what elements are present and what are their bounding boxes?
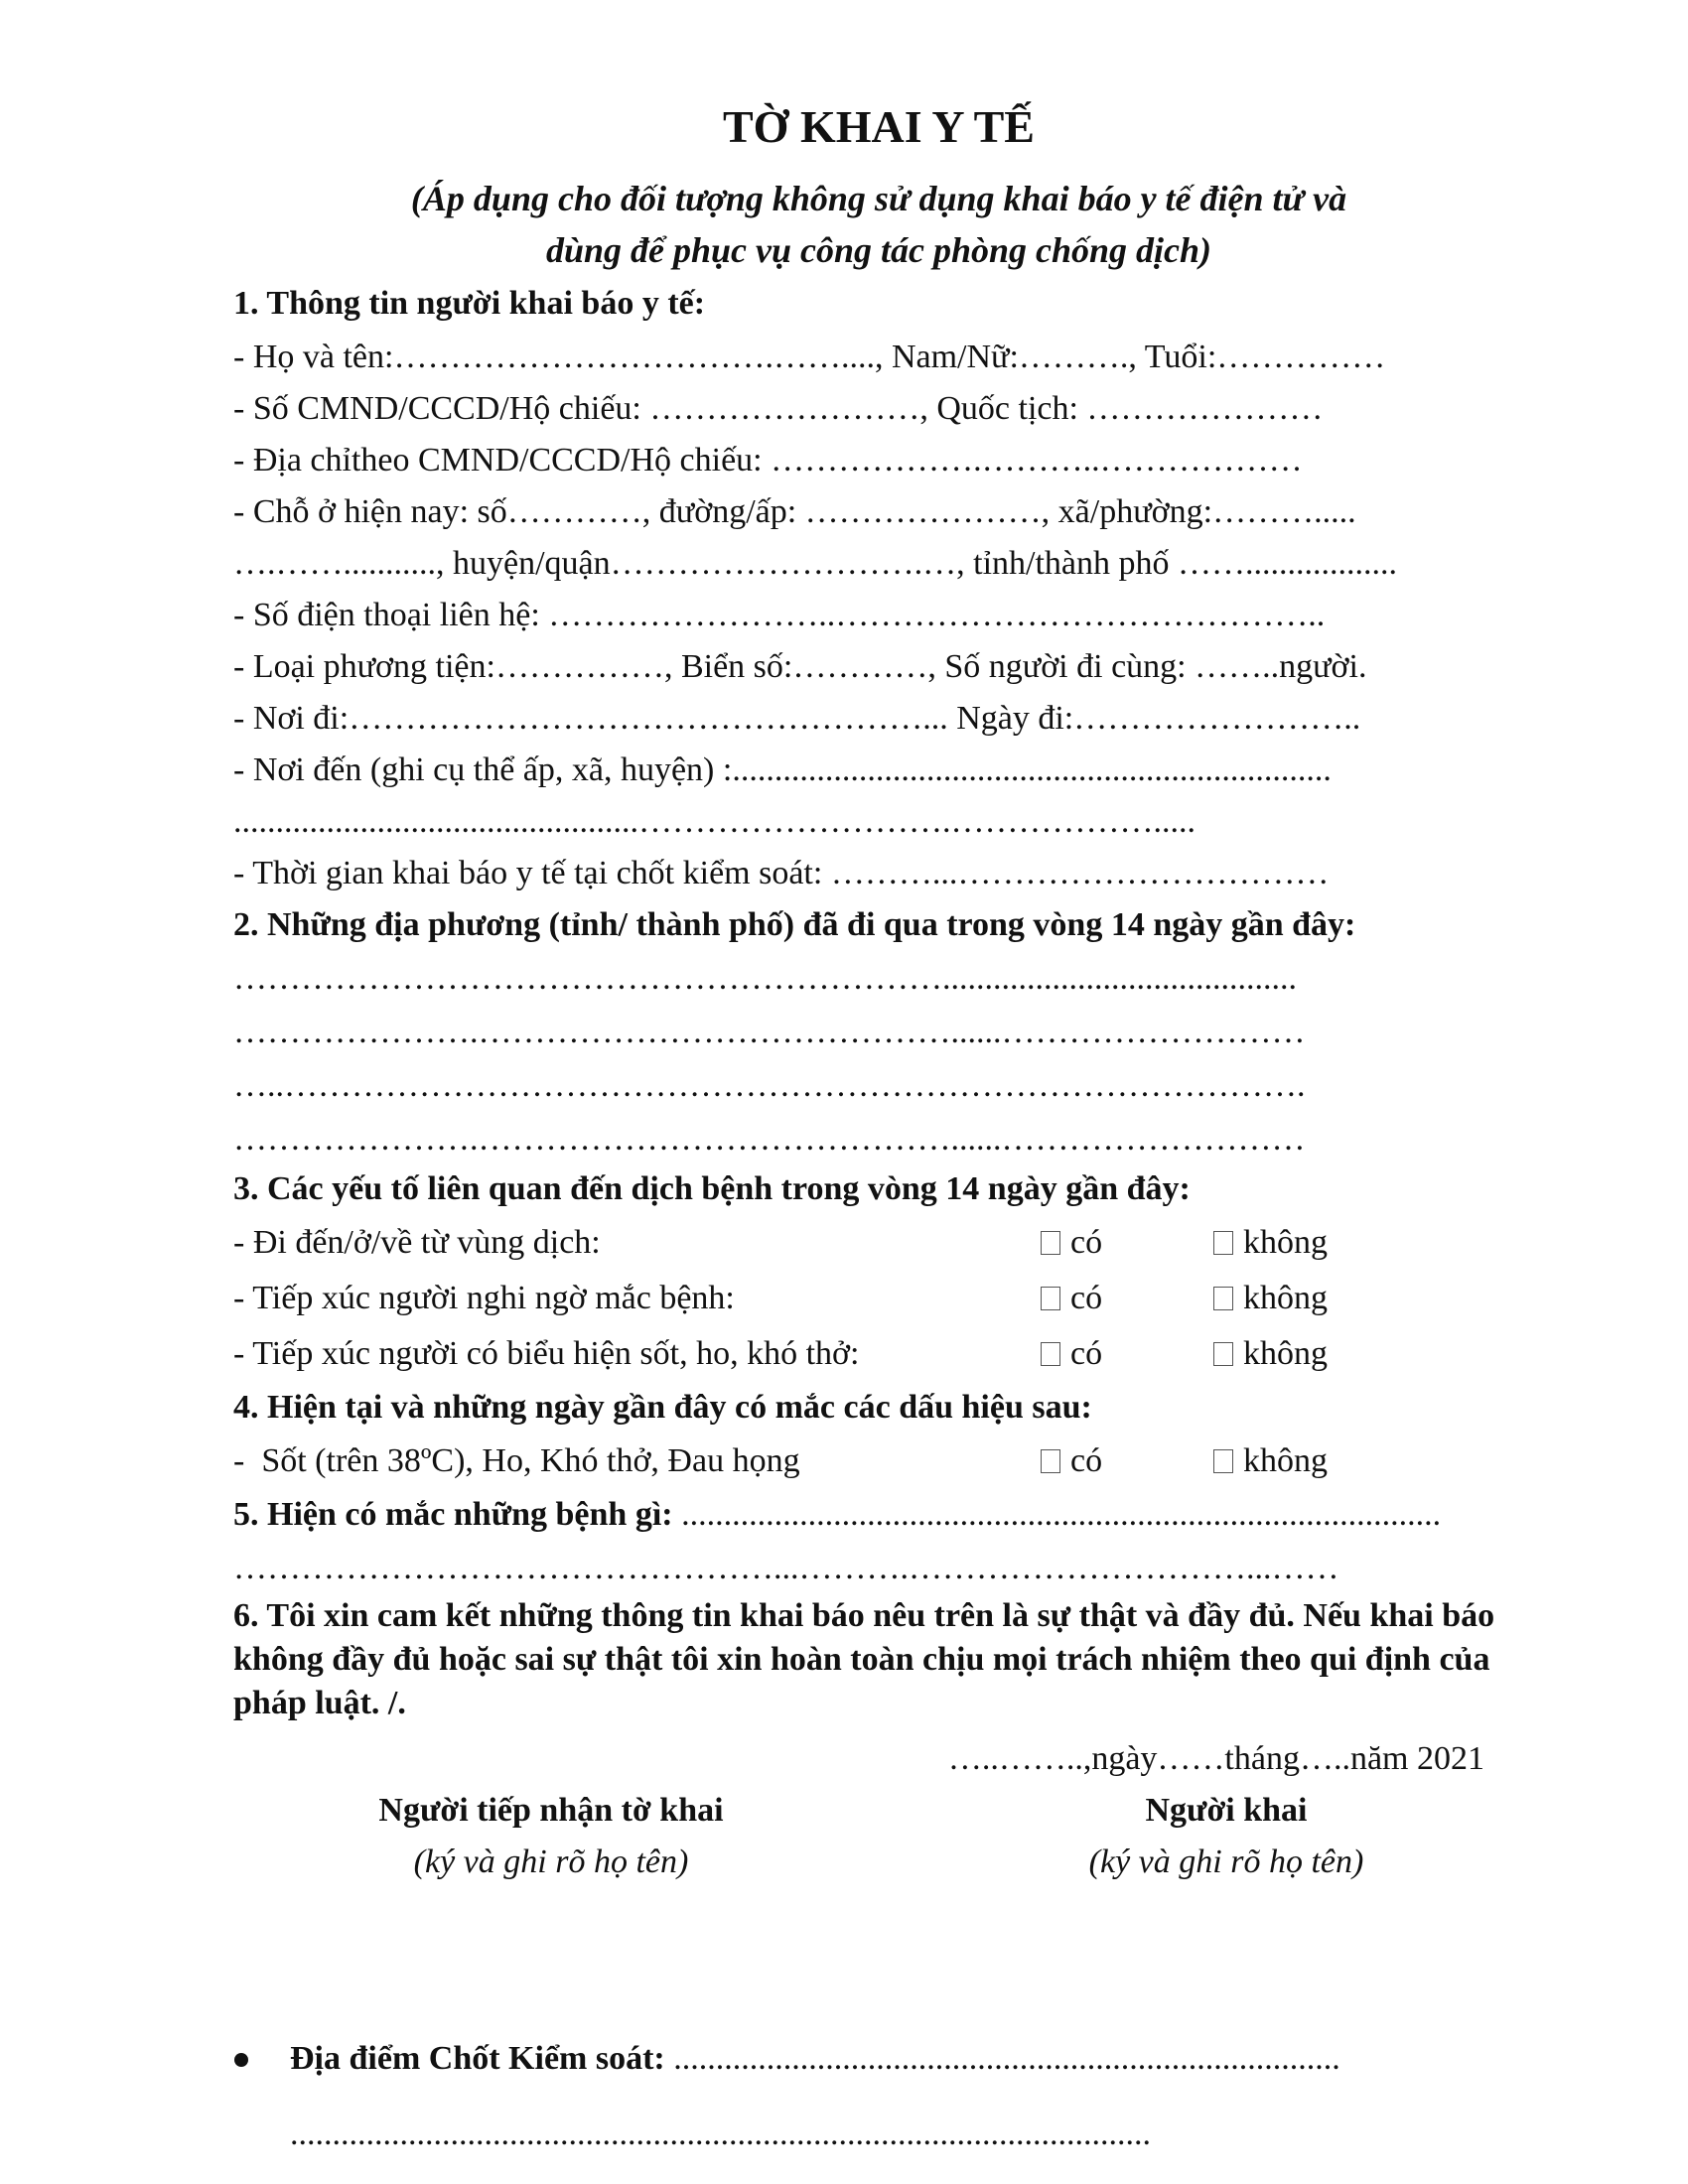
- section5-heading: 5. Hiện có mắc những bệnh gì:: [233, 1496, 673, 1533]
- field-destination[interactable]: - Nơi đến (ghi cụ thể ấp, xã, huyện) :.......................................................................: [233, 751, 1332, 788]
- section2-heading: 2. Những địa phương (tỉnh/ thành phố) đã đi qua trong vòng 14 ngày gần đây:: [233, 906, 1356, 943]
- checkpoint-row: [290, 2039, 1521, 2079]
- risk-item-yes-checkbox[interactable]: có: [1041, 1223, 1102, 1263]
- section5-dots[interactable]: ..........................................................................................: [672, 1496, 1442, 1533]
- places-line[interactable]: ………………….……………………………………......………………………: [233, 1014, 1306, 1050]
- receiver-title: Người tiếp nhận tờ khai: [378, 1792, 724, 1829]
- checkbox-icon: [1041, 1449, 1060, 1473]
- risk-item-yes-checkbox[interactable]: có: [1041, 1279, 1102, 1318]
- symptom-label: - Sốt (trên 38ºC), Ho, Khó thở, Đau họng: [233, 1442, 800, 1479]
- risk-item-label: - Tiếp xúc người nghi ngờ mắc bệnh:: [233, 1280, 735, 1316]
- field-district-province[interactable]: ….……..........., huyện/quận……………………….…, tỉnh/thành phố ……..................: [233, 545, 1398, 582]
- form-subtitle-line1: (Áp dụng cho đối tượng không sử dụng khai báo y tế điện tử và: [410, 179, 1347, 218]
- checkbox-icon: [1041, 1342, 1060, 1366]
- field-vehicle[interactable]: - Loại phương tiện:……………, Biển số:…………, Số người đi cùng: ……..người.: [233, 648, 1367, 685]
- risk-item-no-checkbox[interactable]: không: [1213, 1223, 1328, 1263]
- places-line[interactable]: ………………………………………………………..........................................: [233, 960, 1297, 997]
- section4-heading: 4. Hiện tại và những ngày gần đây có mắc các dấu hiệu sau:: [233, 1389, 1092, 1426]
- bullet-icon: [234, 2053, 248, 2067]
- symptom-no-checkbox[interactable]: không: [1213, 1441, 1328, 1481]
- field-departure[interactable]: - Nơi đi:……………………………………………... Ngày đi:……………………..: [233, 700, 1361, 737]
- checkpoint-line2[interactable]: ......................................................................................................: [290, 2116, 1151, 2152]
- field-declaration-time[interactable]: - Thời gian khai báo y tế tại chốt kiểm soát: ………...……………………………: [233, 855, 1330, 891]
- risk-item-no-checkbox[interactable]: không: [1213, 1334, 1328, 1374]
- field-full-name[interactable]: - Họ và tên:…………………………….……...., Nam/Nữ:………., Tuổi:……………: [233, 339, 1386, 375]
- field-phone[interactable]: - Số điện thoại liên hệ: ……………………..……………………………………..: [233, 597, 1326, 633]
- field-destination-cont[interactable]: ................................................……………………….……………….....: [233, 803, 1196, 840]
- checkbox-icon: [1213, 1287, 1233, 1310]
- symptom-yes-checkbox[interactable]: có: [1041, 1441, 1102, 1481]
- field-current-address[interactable]: - Chỗ ở hiện nay: số…………, đường/ấp: …………………, xã/phường:……….....: [233, 493, 1356, 530]
- section3-heading: 3. Các yếu tố liên quan đến dịch bệnh trong vòng 14 ngày gần đây:: [233, 1170, 1191, 1207]
- places-line[interactable]: ………………….……………………………………......………………………: [233, 1121, 1306, 1158]
- risk-item-no-checkbox[interactable]: không: [1213, 1279, 1328, 1318]
- places-line[interactable]: …..……………………………………………………………………………….: [233, 1067, 1306, 1104]
- declarant-note: (ký và ghi rõ họ tên): [1088, 1843, 1364, 1880]
- form-subtitle-line2: dùng để phục vụ công tác phòng chống dịch): [545, 230, 1212, 270]
- date-line[interactable]: …..……..,ngày……tháng…..năm 2021: [947, 1740, 1484, 1777]
- section5-row: [233, 1495, 1524, 1535]
- checkbox-icon: [1213, 1342, 1233, 1366]
- checkbox-icon: [1041, 1231, 1060, 1255]
- checkbox-icon: [1041, 1287, 1060, 1310]
- checkpoint-dots[interactable]: ...............................................................................: [664, 2040, 1340, 2077]
- receiver-note: (ký và ghi rõ họ tên): [413, 1843, 689, 1880]
- checkpoint-label: Địa điểm Chốt Kiểm soát:: [290, 2040, 665, 2077]
- form-title: TỜ KHAI Y TẾ: [723, 101, 1035, 152]
- section1-heading: 1. Thông tin người khai báo y tế:: [233, 285, 706, 322]
- section5-line2[interactable]: …………………………………………...……….…………………………...……: [233, 1550, 1339, 1586]
- risk-item-yes-checkbox[interactable]: có: [1041, 1334, 1102, 1374]
- risk-item-label: - Đi đến/ở/về từ vùng dịch:: [233, 1224, 601, 1261]
- field-id-number[interactable]: - Số CMND/CCCD/Hộ chiếu: ……………………, Quốc tịch: …………………: [233, 390, 1324, 427]
- checkbox-icon: [1213, 1231, 1233, 1255]
- risk-item-label: - Tiếp xúc người có biểu hiện sốt, ho, khó thở:: [233, 1335, 860, 1372]
- commitment-text: 6. Tôi xin cam kết những thông tin khai báo nêu trên là sự thật và đầy đủ. Nếu khai báo không đầy đủ hoặc sai sự thật tôi xin hoàn toàn chịu mọi trách nhiệm theo qui định của pháp luật. /.: [233, 1597, 1495, 1721]
- declarant-title: Người khai: [1145, 1792, 1308, 1829]
- checkbox-icon: [1213, 1449, 1233, 1473]
- field-id-address[interactable]: - Địa chỉtheo CMND/CCCD/Hộ chiếu: ……………….………..………………: [233, 442, 1303, 478]
